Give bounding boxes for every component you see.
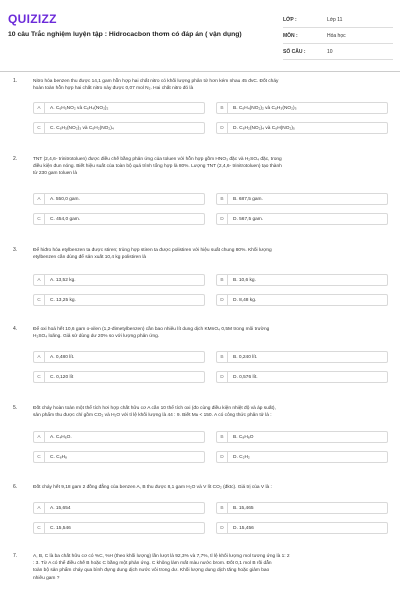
option-c[interactable] — [33, 213, 205, 225]
meta-value: Hóa học — [327, 32, 346, 39]
option-a[interactable] — [33, 274, 205, 286]
option-a[interactable] — [33, 193, 205, 205]
option-text: D. C₆H₂(NO₂)₄ và C₆H(NO₂)₅ — [233, 125, 295, 131]
option-text: B. 15,465 — [233, 505, 254, 511]
meta-label: MÔN : — [283, 32, 298, 39]
option-text: D. C₂H₂ — [233, 454, 250, 460]
option-text: B. 0,240 lít. — [233, 354, 258, 360]
option-letter: D — [217, 214, 228, 224]
question-text — [33, 247, 388, 261]
option-text: A. C₆H₅NO₂ và C₆H₄(NO₂)₂ — [50, 105, 109, 111]
option-letter: D — [217, 123, 228, 133]
option-text: C. 0,120 lít — [50, 374, 74, 380]
option-d[interactable] — [216, 213, 388, 225]
option-text: C. 15,546 — [50, 525, 71, 531]
option-text: B. 10,6 kg. — [233, 277, 256, 283]
option-b[interactable] — [216, 431, 388, 443]
meta-value: 10 — [327, 48, 333, 55]
option-letter: B — [217, 503, 228, 513]
question-text — [33, 78, 388, 92]
option-d[interactable] — [216, 371, 388, 383]
option-text: C. 454,0 gam. — [50, 216, 81, 222]
option-c[interactable] — [33, 451, 205, 463]
option-letter: D — [217, 523, 228, 533]
header-divider — [0, 71, 400, 72]
meta-row-subject — [283, 28, 393, 44]
meta-label: LỚP : — [283, 16, 297, 23]
option-text: D. 15,456 — [233, 525, 254, 531]
question-number: 4. — [13, 326, 18, 332]
question-line: nhiêu gam ? — [33, 575, 60, 581]
option-c[interactable] — [33, 294, 205, 306]
page-title: 10 câu Trắc nghiệm luyện tập : Hidrocacbon thơm có đáp án ( vận dụng) — [8, 31, 242, 38]
option-d[interactable] — [216, 522, 388, 534]
option-letter: C — [34, 452, 45, 462]
question-number: 6. — [13, 484, 18, 490]
option-text: A. C₄H₆O. — [50, 434, 72, 440]
option-c[interactable] — [33, 122, 205, 134]
question-line: Để oxi hoá hết 10,6 gam o-xilen (1,2-đimetylbenzen) cần bao nhiêu lít dung dịch KMnO₄ 0,5M trong môi trường — [33, 327, 270, 332]
option-letter: A — [34, 275, 45, 285]
option-text: C. 13,25 kg. — [50, 297, 76, 303]
option-text: B. C₆H₄(NO₂)₂ và C₆H₃(NO₂)₃ — [233, 105, 297, 111]
option-letter: B — [217, 432, 228, 442]
question-line: hoàn toàn hỗn hợp hai chất nitro này được 0,07 mol N₂. Hai chất nitro đó là — [33, 86, 194, 92]
option-d[interactable] — [216, 294, 388, 306]
option-text: A. 15,654 — [50, 505, 71, 511]
question-number: 7. — [13, 553, 18, 559]
option-text: D. 8,48 kg. — [233, 297, 257, 303]
option-text: B. 687,5 gam. — [233, 196, 263, 202]
question-text — [33, 405, 388, 419]
question-line: điều kiện đun nóng. Biết hiệu suất của toàn bộ quá trình tổng hợp là 80%. Lượng TNT (2,4,6- trinitrotoluen) tạo thành — [33, 164, 282, 170]
meta-value: Lớp 11 — [327, 16, 343, 23]
question-number: 2. — [13, 156, 18, 162]
option-letter: C — [34, 123, 45, 133]
meta-box — [283, 12, 393, 60]
option-text: A. 550,0 gam. — [50, 196, 80, 202]
option-text: D. 0,576 lít. — [233, 374, 258, 380]
option-letter: A — [34, 103, 45, 113]
question-line: Đốt cháy hoàn toàn một thể tích hơi hợp chất hữu cơ A cần 10 thể tích oxi (đo cùng điều kiện nhiệt độ và áp suất), — [33, 406, 276, 411]
question-line: toàn bộ sản phẩm cháy qua bình đựng dung dịch nước vôi trong dư. Khối lượng dung dịch tăng hoặc giảm bao — [33, 568, 270, 574]
question-number: 5. — [13, 405, 18, 411]
question-line: : 3. Từ A có thể điều chế B hoặc C bằng một phản ứng. C không làm mất màu nước brom. Đốt 0,1 mol B rồi dẫn — [33, 561, 272, 567]
option-text: A. 0,480 lít. — [50, 354, 75, 360]
option-b[interactable] — [216, 274, 388, 286]
option-text: D. 567,5 gam. — [233, 216, 264, 222]
meta-row-class — [283, 12, 393, 28]
option-a[interactable] — [33, 102, 205, 114]
meta-label: SỐ CÂU : — [283, 48, 306, 55]
question-line: từ 230 gam toluen là — [33, 171, 78, 177]
question-line: sản phẩm thu được chỉ gồm CO₂ và H₂O với tỉ lệ khối lượng là 44 : 9. Biết Mᴀ < 150. A có công thức phân tử là : — [33, 413, 272, 419]
question-line: H₂SO₄ loãng. Giả sử dùng dư 20% so với lượng phản ứng. — [33, 334, 160, 340]
option-c[interactable] — [33, 371, 205, 383]
option-b[interactable] — [216, 502, 388, 514]
option-a[interactable] — [33, 351, 205, 363]
option-d[interactable] — [216, 451, 388, 463]
option-letter: C — [34, 372, 45, 382]
option-letter: A — [34, 432, 45, 442]
option-letter: D — [217, 452, 228, 462]
option-letter: A — [34, 194, 45, 204]
worksheet-header — [0, 0, 400, 70]
question-number: 3. — [13, 247, 18, 253]
option-letter: A — [34, 503, 45, 513]
question-text — [33, 326, 388, 340]
option-letter: C — [34, 295, 45, 305]
option-letter: D — [217, 295, 228, 305]
question-line: Đốt cháy hết 9,18 gam 2 đồng đẳng của benzen A, B thu được 8,1 gam H₂O và V lít CO₂ (đktc). Giá trị của V là : — [33, 485, 272, 490]
quizizz-logo: QUIZIZZ — [8, 12, 57, 26]
option-letter: A — [34, 352, 45, 362]
question-line: etylbenzen cần dùng để sản xuất 10,4 kg polistiren là — [33, 255, 147, 261]
question-number: 1. — [13, 78, 18, 84]
question-line: Để hiđro hóa etylbenzen ta được stiren; trùng hợp stiren ta được polistiren với hiệu suất chung 80%. Khối lượng — [33, 248, 272, 253]
option-text: C. C₆H₃(NO₂)₃ và C₆H₂(NO₂)₄ — [50, 125, 114, 131]
option-text: B. C₈H₈O — [233, 434, 254, 440]
question-text — [33, 156, 388, 178]
option-text: C. C₈H₈ — [50, 454, 68, 460]
option-b[interactable] — [216, 351, 388, 363]
option-letter: B — [217, 275, 228, 285]
option-c[interactable] — [33, 522, 205, 534]
option-a[interactable] — [33, 502, 205, 514]
question-line: Nitro hóa benzen thu được 14,1 gam hỗn hợp hai chất nitro có khối lượng phân tử hơn kém nhau 45 đvC. Đốt cháy — [33, 79, 279, 84]
option-letter: C — [34, 523, 45, 533]
option-letter: B — [217, 194, 228, 204]
option-b[interactable] — [216, 193, 388, 205]
option-b[interactable] — [216, 102, 388, 114]
option-text: A. 13,52 kg. — [50, 277, 76, 283]
meta-row-count — [283, 44, 393, 60]
option-letter: C — [34, 214, 45, 224]
option-letter: B — [217, 103, 228, 113]
option-a[interactable] — [33, 431, 205, 443]
question-line: TNT (2,4,6- trinitrotoluen) được điều chế bằng phản ứng của toluen với hỗn hợp gồm HNO₃ đặc và H₂SO₄ đặc, trong — [33, 157, 282, 162]
option-letter: B — [217, 352, 228, 362]
question-line: A, B, C là ba chất hữu cơ có %C, %H (theo khối lượng) lần lượt là 92,3% và 7,7%, tỉ lệ khối lượng mol tương ứng là 1: 2 — [33, 554, 290, 559]
question-text — [33, 553, 388, 582]
option-letter: D — [217, 372, 228, 382]
option-d[interactable] — [216, 122, 388, 134]
question-text — [33, 484, 388, 491]
